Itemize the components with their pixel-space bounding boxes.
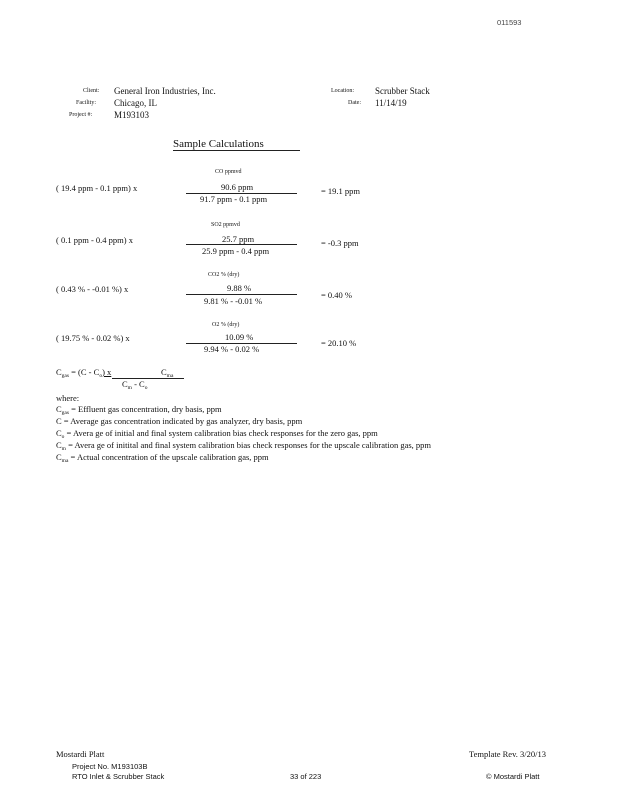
definition-co [56,428,378,438]
footer-template-rev: Template Rev. 3/20/13 [469,749,546,759]
date-value: 11/14/19 [375,98,407,108]
calc-label: O2 % (dry) [212,322,240,328]
calc-numerator: 90.6 ppm [221,182,254,192]
def-text: = Avera ge of initial and final system calibration bias check responses for the zero gas, ppm [64,428,378,438]
formula-sub-ma: ma [166,373,174,379]
def-symbol: C [56,404,62,414]
document-stamp-number: 011593 [497,18,522,27]
project-value: M193103 [114,110,150,120]
footer-report-name: RTO Inlet & Scrubber Stack [72,772,165,781]
calc-denominator: 25.9 ppm - 0.4 ppm [202,246,270,256]
def-subscript: ma [61,458,69,464]
calc-left-term: ( 0.43 % - -0.01 %) x [56,284,129,294]
formula-numerator [161,367,173,377]
def-subscript: o [61,434,65,440]
calc-result: = 20.10 % [321,338,357,348]
calc-result: = 0.40 % [321,290,352,300]
calc-left-term: ( 0.1 ppm - 0.4 ppm) x [56,235,133,245]
client-value: General Iron Industries, Inc. [114,86,216,96]
calc-label: CO ppmvd [215,169,242,175]
calc-denominator: 91.7 ppm - 0.1 ppm [200,194,268,204]
calc-label: CO2 % (dry) [208,272,240,278]
formula-sub-o: o [99,373,103,379]
formula-sub-m: m [127,385,132,391]
calc-numerator: 25.7 ppm [222,234,255,244]
definition-cgas [56,404,222,414]
def-subscript: m [61,446,66,452]
definition-c: C = Average gas concentration indicated by gas analyzer, dry basis, ppm [56,416,303,426]
date-label: Date: [348,100,361,106]
location-value: Scrubber Stack [375,86,430,96]
formula-close-x: ) x [102,367,112,377]
formula-den-minus: - C [131,379,145,389]
formula-c: C [56,367,62,377]
page-title: Sample Calculations [173,138,264,150]
def-symbol: C [56,440,62,450]
calc-result: = -0.3 ppm [321,238,359,248]
def-symbol: C [56,428,62,438]
calc-label: SO2 ppmvd [211,222,240,228]
definition-cm [56,440,431,450]
formula-den-c: C [122,379,128,389]
def-text: = Effluent gas concentration, dry basis, ppm [69,404,222,414]
calc-result: = 19.1 ppm [321,186,361,196]
location-label: Location: [331,88,354,94]
footer-project-no: Project No. M193103B [72,762,148,771]
calc-denominator: 9.94 % - 0.02 % [204,344,260,354]
facility-label: Facility: [76,100,96,106]
def-text: = Avera ge of initital and final system calibration bias check responses for the upscale calibration gas, ppm [65,440,432,450]
formula-sub-o2: o [144,385,148,391]
formula-sub-gas: gas [61,373,70,379]
calc-left-term: ( 19.4 ppm - 0.1 ppm) x [56,183,138,193]
formula-eq: = (C - C [69,367,100,377]
formula-left [56,367,111,377]
title-underline [173,150,300,151]
calc-denominator: 9.81 % - -0.01 % [204,296,263,306]
formula-denominator [122,379,147,389]
formula-cma: C [161,367,167,377]
def-symbol: C [56,452,62,462]
facility-value: Chicago, IL [114,98,157,108]
where-label: where: [56,393,80,403]
calc-numerator: 9.88 % [227,283,252,293]
project-label: Project #: [69,112,93,118]
fraction-bar [186,294,297,295]
calc-left-term: ( 19.75 % - 0.02 %) x [56,333,130,343]
footer-page-number: 33 of 223 [290,772,322,781]
calc-numerator: 10.09 % [225,332,254,342]
client-label: Client: [83,88,100,94]
footer-copyright: © Mostardi Platt [486,772,540,781]
def-subscript: gas [61,410,70,416]
fraction-bar [186,244,297,245]
footer-company: Mostardi Platt [56,749,105,759]
definition-cma [56,452,269,462]
def-text: = Actual concentration of the upscale calibration gas, ppm [68,452,269,462]
